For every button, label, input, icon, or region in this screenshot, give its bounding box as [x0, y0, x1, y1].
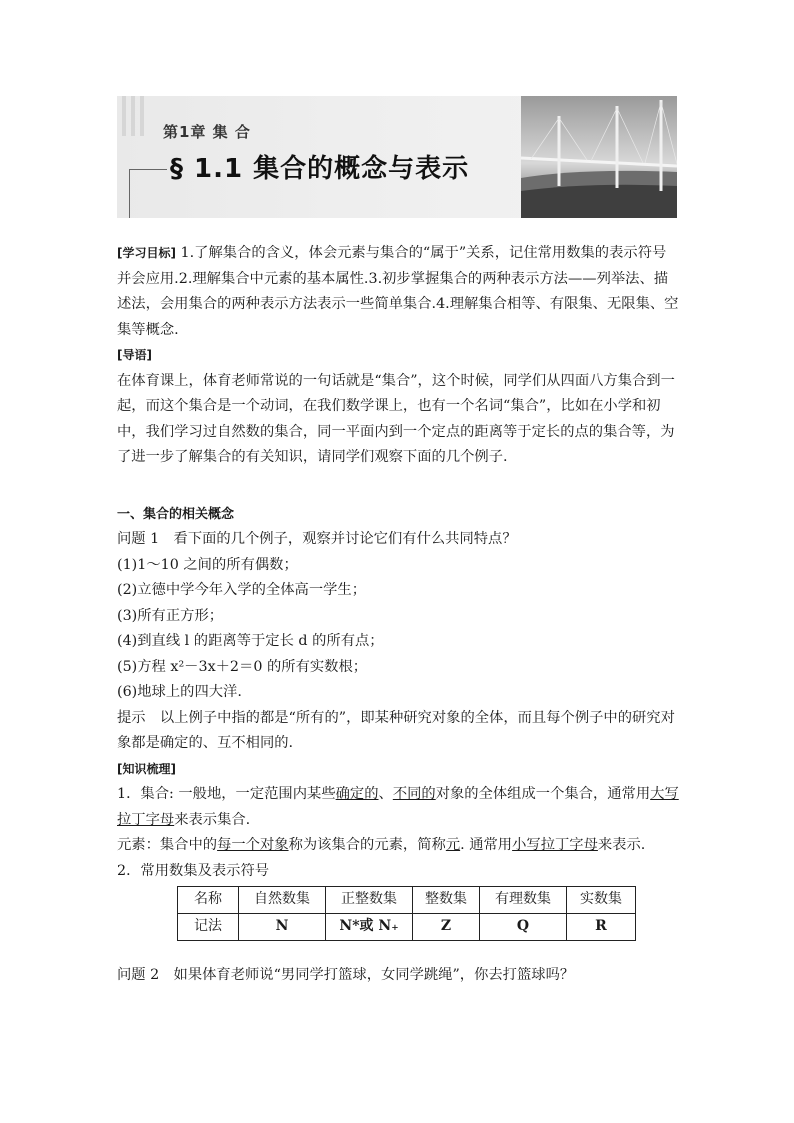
table-cell: 记法 [178, 914, 239, 941]
intro-text: 在体育课上，体育老师常说的一句话就是“集合”，这个时候，同学们从四面八方集合到一起，而这个集合是一个动词，在我们数学课上，也有一个名词“集合”，比如在小学和初中，我们学习过自然数的集合，同一平面内到一个定点的距离等于定长的点的集合等，为了进一步了解集合的有关知识，请同学们观察下面的几个例子. [117, 372, 675, 465]
question-2: 问题 2 如果体育老师说“男同学打篮球，女同学跳绳”，你去打篮球吗？ [117, 967, 575, 983]
table-cell: 有理数集 [480, 887, 567, 914]
objectives-text: 1.了解集合的含义，体会元素与集合的“属于”关系，记住常用数集的表示符号并会应用.2.理解集合中元素的基本属性.3.初步掌握集合的两种表示方法——列举法、描述法，会用集合的两种表示方法表示一些简单集合.4.理解集合相等、有限集、无限集、空集等概念. [117, 245, 679, 338]
page-title: § 1.1 集合的概念与表示 [170, 154, 470, 184]
hint-paragraph: 提示 以上例子中指的都是“所有的”，即某种研究对象的全体，而且每个例子中的研究对象都是确定的、互不相同的. [117, 709, 675, 751]
number-sets-table [177, 886, 636, 941]
banner-stripes [122, 96, 152, 136]
table-cell: Q [480, 914, 567, 941]
objectives-label: [学习目标] [117, 246, 176, 260]
list-item: (4)到直线 l 的距离等于定长 d 的所有点； [117, 633, 384, 649]
table-header-row [178, 887, 636, 914]
chapter-label: 第1章 集 合 [163, 123, 251, 141]
number-sets-heading: 2．常用数集及表示符号 [117, 862, 270, 879]
banner-rule [129, 169, 167, 170]
list-item: (2)立德中学今年入学的全体高一学生； [117, 582, 366, 598]
table-cell: 实数集 [567, 887, 636, 914]
set-definition: 1．集合: 一般地，一定范围内某些确定的、不同的对象的全体组成一个集合，通常用大写拉丁字母来表示集合. [117, 786, 679, 828]
element-definition: 元素：集合中的每一个对象称为该集合的元素，简称元. 通常用小写拉丁字母来表示. [117, 837, 646, 853]
table-cell: 整数集 [413, 887, 480, 914]
table-cell: R [567, 914, 636, 941]
table-cell: N [239, 914, 326, 941]
table-cell: Z [413, 914, 480, 941]
knowledge-label: [知识梳理] [117, 761, 176, 776]
list-item: (3)所有正方形； [117, 607, 224, 624]
objectives-paragraph [117, 241, 680, 343]
table-cell: 名称 [178, 887, 239, 914]
intro-label: [导语] [117, 348, 152, 362]
question-1: 问题 1 看下面的几个例子，观察并讨论它们有什么共同特点？ [117, 531, 517, 547]
table-cell: 自然数集 [239, 887, 326, 914]
table-cell: N*或 N₊ [326, 914, 413, 941]
list-item: (1)1～10 之间的所有偶数； [117, 556, 298, 573]
section-heading: 一、集合的相关概念 [117, 506, 235, 522]
list-item: (6)地球上的四大洋. [117, 684, 242, 700]
banner-rule-vertical [129, 169, 130, 218]
table-cell: 正整数集 [326, 887, 413, 914]
list-item: (5)方程 x²－3x＋2＝0 的所有实数根； [117, 658, 368, 675]
table-row [178, 914, 636, 941]
document-body [117, 241, 680, 989]
bridge-photo [521, 96, 677, 218]
